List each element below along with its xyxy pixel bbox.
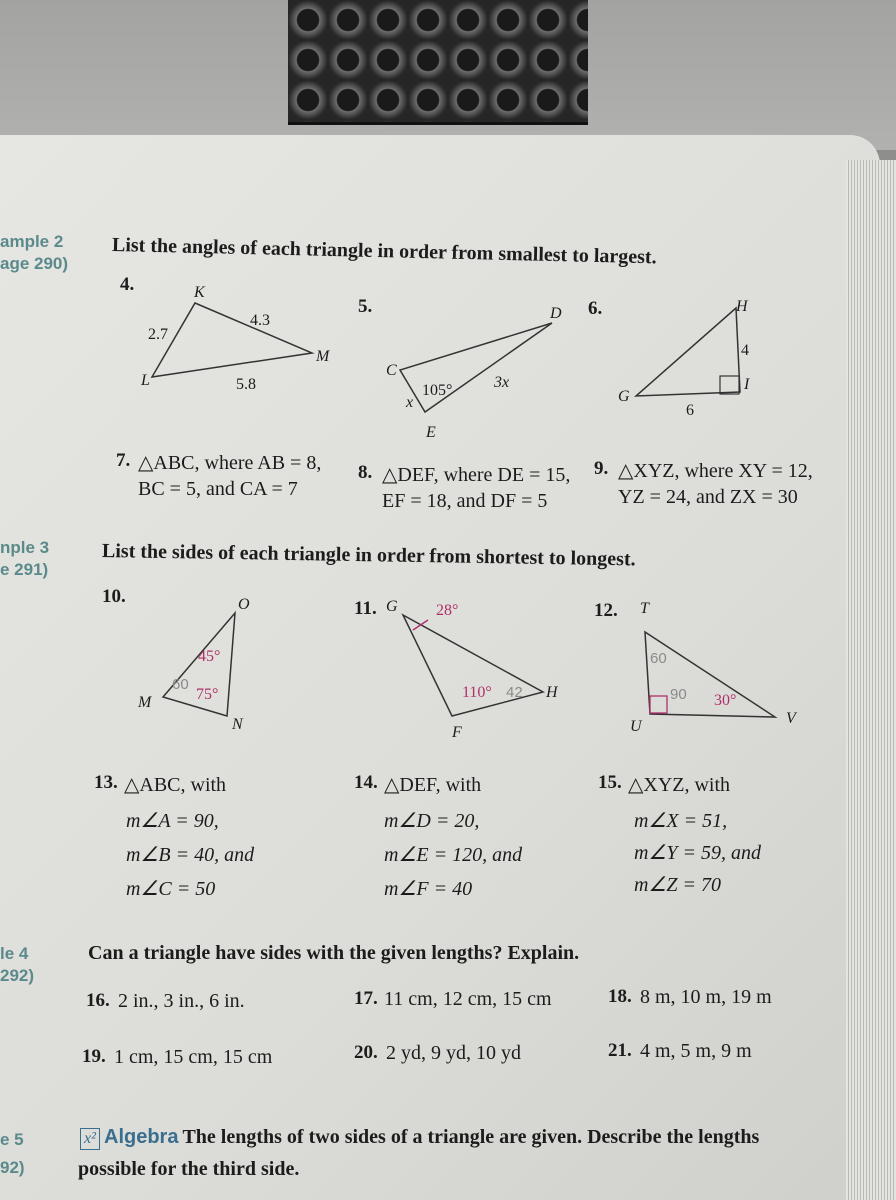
p11-label-h: H bbox=[546, 684, 558, 701]
algebra-x-squared-icon: x² bbox=[80, 1128, 100, 1150]
p4-side-lm: 5.8 bbox=[236, 376, 256, 393]
problem-15-line4: m∠Z = 70 bbox=[634, 874, 721, 896]
right-angle-6 bbox=[720, 376, 739, 394]
problem-20-number: 20. bbox=[354, 1042, 378, 1063]
problem-7-line1: △ABC, where AB = 8, bbox=[138, 452, 322, 474]
problem-14-line2: m∠D = 20, bbox=[384, 810, 480, 832]
problem-13-line2: m∠A = 90, bbox=[126, 810, 219, 832]
heading-sides: List the sides of each triangle in order from shortest to longest. bbox=[101, 540, 636, 571]
triangle-4 bbox=[152, 303, 312, 377]
p12-label-t: T bbox=[640, 600, 649, 617]
p12-label-u: U bbox=[630, 718, 642, 735]
algebra-label: Algebra bbox=[104, 1126, 179, 1148]
problem-15-line2: m∠X = 51, bbox=[634, 810, 728, 832]
p11-angle-g: 28° bbox=[436, 602, 459, 619]
problem-14-line3: m∠E = 120, and bbox=[384, 844, 523, 866]
problem-19-text: 1 cm, 15 cm, 15 cm bbox=[114, 1046, 273, 1068]
margin-page-290: age 290) bbox=[0, 254, 69, 273]
p4-side-kl: 2.7 bbox=[148, 326, 168, 343]
p10-angle-o: 45° bbox=[198, 648, 221, 665]
p12-pencil-note-60: 60 bbox=[650, 650, 667, 667]
p5-label-c: C bbox=[386, 362, 397, 379]
p11-label-f: F bbox=[452, 724, 462, 741]
problem-13-line1: △ABC, with bbox=[124, 774, 227, 796]
problem-10-number: 10. bbox=[102, 586, 126, 607]
problem-13-line4: m∠C = 50 bbox=[126, 878, 216, 900]
p10-label-m: M bbox=[138, 694, 152, 711]
problem-14-line4: m∠F = 40 bbox=[384, 878, 473, 900]
heading-explain: Can a triangle have sides with the given lengths? Explain. bbox=[88, 942, 580, 964]
problem-15-line1: △XYZ, with bbox=[628, 774, 731, 796]
problem-21-text: 4 m, 5 m, 9 m bbox=[640, 1040, 752, 1062]
p12-angle-v: 30° bbox=[714, 692, 737, 709]
problem-9-line2: YZ = 24, and ZX = 30 bbox=[618, 486, 798, 508]
problem-12-number: 12. bbox=[594, 600, 618, 621]
problem-8-line1: △DEF, where DE = 15, bbox=[382, 464, 571, 486]
p4-label-m: M bbox=[316, 348, 330, 365]
p6-label-g: G bbox=[618, 388, 630, 405]
p12-label-v: V bbox=[786, 710, 796, 727]
problem-9-line1: △XYZ, where XY = 12, bbox=[618, 460, 813, 482]
margin-example-5: e 5 bbox=[0, 1130, 24, 1149]
p10-label-n: N bbox=[232, 716, 243, 733]
problem-14-line1: △DEF, with bbox=[384, 774, 482, 796]
problem-11-number: 11. bbox=[354, 598, 377, 619]
algebra-line1-row bbox=[80, 1126, 759, 1150]
p5-angle: 105° bbox=[422, 382, 453, 399]
problem-5-number: 5. bbox=[358, 296, 373, 317]
problem-17-text: 11 cm, 12 cm, 15 cm bbox=[384, 988, 552, 1010]
p11-angle-f: 110° bbox=[462, 684, 492, 701]
p4-label-l: L bbox=[141, 372, 150, 389]
problem-15-line3: m∠Y = 59, and bbox=[634, 842, 761, 864]
p11-pencil-note: 42 bbox=[506, 684, 523, 701]
margin-page-292: 292) bbox=[0, 966, 35, 985]
problem-7-line2: BC = 5, and CA = 7 bbox=[138, 478, 298, 500]
p10-pencil-note: 60 bbox=[172, 676, 189, 693]
problem-18-number: 18. bbox=[608, 986, 632, 1007]
p6-side-hi: 4 bbox=[741, 342, 749, 359]
problem-19-number: 19. bbox=[82, 1046, 106, 1067]
problem-4-number: 4. bbox=[120, 274, 135, 295]
algebra-instruction-line2: possible for the third side. bbox=[78, 1158, 300, 1180]
p5-side-3x: 3x bbox=[494, 374, 510, 391]
margin-page-292b: 92) bbox=[0, 1158, 25, 1177]
problem-15-number: 15. bbox=[598, 772, 622, 793]
p6-label-i: I bbox=[744, 376, 750, 393]
p10-angle-n: 75° bbox=[196, 686, 219, 703]
p12-pencil-note-90: 90 bbox=[670, 686, 687, 703]
right-angle-12 bbox=[650, 696, 667, 713]
problem-6-number: 6. bbox=[588, 298, 603, 319]
margin-example-3: nple 3 bbox=[0, 538, 50, 557]
problem-13-number: 13. bbox=[94, 772, 118, 793]
algebra-instruction-line1: The lengths of two sides of a triangle are given. Describe the lengths bbox=[182, 1126, 760, 1148]
p10-label-o: O bbox=[238, 596, 250, 613]
problem-8-number: 8. bbox=[358, 462, 373, 483]
p5-label-e: E bbox=[426, 424, 436, 441]
triangle-6 bbox=[636, 308, 740, 396]
problem-16-text: 2 in., 3 in., 6 in. bbox=[118, 990, 245, 1012]
heading-angles: List the angles of each triangle in order from smallest to largest. bbox=[111, 234, 657, 269]
p4-side-kn: 4.3 bbox=[250, 312, 270, 329]
problem-20-text: 2 yd, 9 yd, 10 yd bbox=[386, 1042, 521, 1064]
problem-13-line3: m∠B = 40, and bbox=[126, 844, 255, 866]
problem-16-number: 16. bbox=[86, 990, 110, 1011]
problem-17-number: 17. bbox=[354, 988, 378, 1009]
margin-example-2: ample 2 bbox=[0, 232, 64, 251]
p4-label-k: K bbox=[194, 284, 205, 301]
margin-example-4: le 4 bbox=[0, 944, 29, 963]
margin-page-291: e 291) bbox=[0, 560, 49, 579]
problem-9-number: 9. bbox=[594, 458, 609, 479]
p6-label-h: H bbox=[736, 298, 748, 315]
p6-side-gi: 6 bbox=[686, 402, 694, 419]
problem-7-number: 7. bbox=[116, 450, 131, 471]
problem-8-line2: EF = 18, and DF = 5 bbox=[382, 490, 548, 512]
triangle-12 bbox=[645, 632, 775, 717]
p5-label-d: D bbox=[550, 305, 562, 322]
problem-21-number: 21. bbox=[608, 1040, 632, 1061]
p11-label-g: G bbox=[386, 598, 398, 615]
problem-18-text: 8 m, 10 m, 19 m bbox=[640, 986, 772, 1008]
problem-14-number: 14. bbox=[354, 772, 378, 793]
p5-label-x: x bbox=[406, 394, 414, 411]
